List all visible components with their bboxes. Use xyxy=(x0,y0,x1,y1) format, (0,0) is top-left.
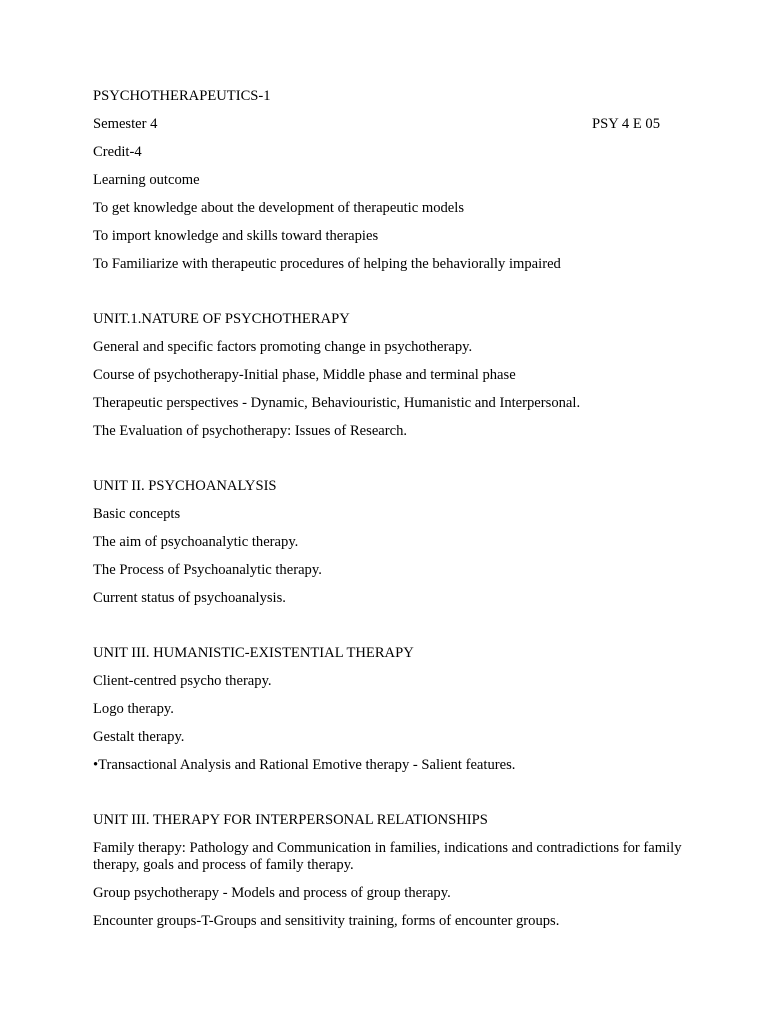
unit-item: Encounter groups-T-Groups and sensitivity training, forms of encounter groups. xyxy=(93,913,560,929)
unit-item: Current status of psychoanalysis. xyxy=(93,590,286,606)
unit-item: Basic concepts xyxy=(93,506,181,522)
unit-heading: UNIT III. HUMANISTIC-EXISTENTIAL THERAPY xyxy=(93,645,414,661)
unit-item: Course of psychotherapy-Initial phase, Middle phase and terminal phase xyxy=(93,367,516,383)
unit-item: Therapeutic perspectives - Dynamic, Behaviouristic, Humanistic and Interpersonal. xyxy=(93,395,581,411)
unit-1-section xyxy=(93,311,683,440)
document-page xyxy=(93,88,683,941)
unit-2-section xyxy=(93,478,683,607)
semester-row xyxy=(93,116,660,133)
unit-item: Group psychotherapy - Models and process of group therapy. xyxy=(93,885,451,901)
unit-4-section xyxy=(93,812,683,930)
outcome-item: To import knowledge and skills toward therapies xyxy=(93,228,379,244)
unit-item: Gestalt therapy. xyxy=(93,729,185,745)
unit-item: The Process of Psychoanalytic therapy. xyxy=(93,562,322,578)
semester-label: Semester 4 xyxy=(93,116,158,132)
unit-heading: UNIT III. THERAPY FOR INTERPERSONAL RELATIONSHIPS xyxy=(93,812,488,828)
unit-item: Client-centred psycho therapy. xyxy=(93,673,272,689)
unit-item: Family therapy: Pathology and Communication in families, indications and contradictions for family therapy, goals and process of family therapy. xyxy=(93,840,682,873)
unit-item: The aim of psychoanalytic therapy. xyxy=(93,534,299,550)
learning-outcome-heading: Learning outcome xyxy=(93,172,200,188)
outcome-item: To get knowledge about the development of therapeutic models xyxy=(93,200,465,216)
unit-heading: UNIT.1.NATURE OF PSYCHOTHERAPY xyxy=(93,311,350,327)
unit-item: The Evaluation of psychotherapy: Issues of Research. xyxy=(93,423,408,439)
outcome-item: To Familiarize with therapeutic procedures of helping the behaviorally impaired xyxy=(93,256,561,272)
unit-item: Logo therapy. xyxy=(93,701,174,717)
unit-3-section xyxy=(93,645,683,774)
course-code: PSY 4 E 05 xyxy=(592,116,660,132)
unit-item: •Transactional Analysis and Rational Emotive therapy - Salient features. xyxy=(93,757,516,773)
unit-heading: UNIT II. PSYCHOANALYSIS xyxy=(93,478,277,494)
credit-label: Credit-4 xyxy=(93,144,142,160)
unit-item: General and specific factors promoting change in psychotherapy. xyxy=(93,339,473,355)
course-title: PSYCHOTHERAPEUTICS-1 xyxy=(93,88,271,104)
